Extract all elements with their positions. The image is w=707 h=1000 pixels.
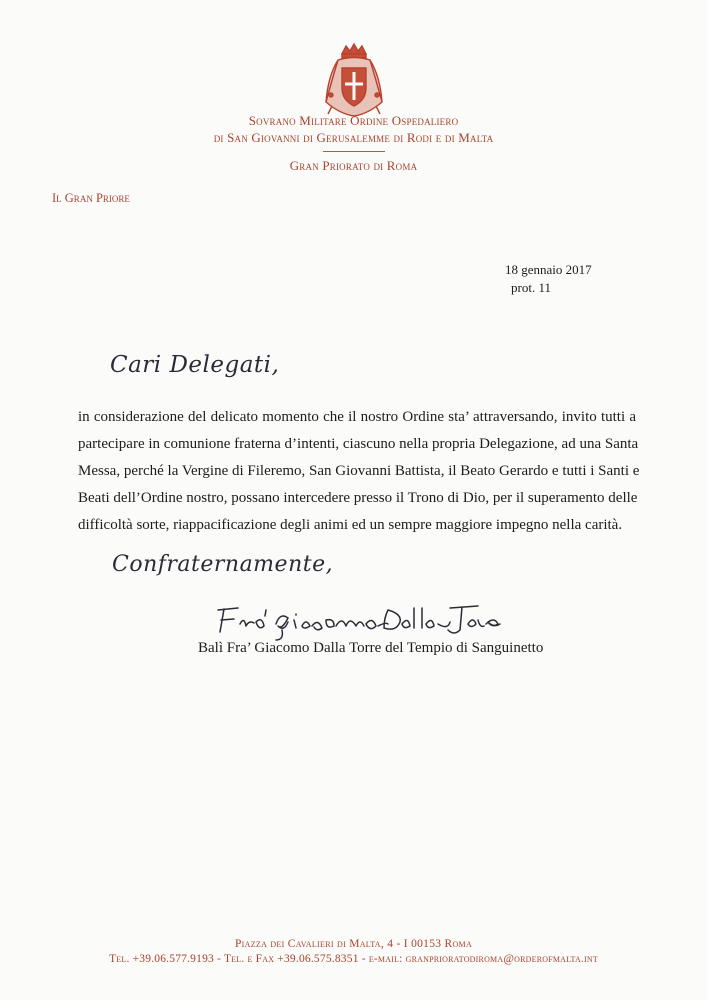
letterhead-priory-name: Gran Priorato di Roma (289, 158, 418, 173)
order-of-malta-crest (316, 40, 392, 120)
footer-address: Piazza dei Cavalieri di Malta, 4 - I 00153 Roma (234, 938, 473, 950)
handwritten-signature (212, 602, 512, 644)
body-line: in considerazione del delicato momento che il nostro Ordine sta’ attraversando, invito tutti a (78, 409, 636, 425)
signer-name: Balì Fra’ Giacomo Dalla Torre del Tempio di Sanguinetto (198, 640, 544, 656)
handwritten-salutation: Cari Delegati, (110, 352, 280, 378)
letterhead-order-name: Sovrano Militare Ordine Ospedaliero (248, 113, 459, 128)
body-line: partecipare in comunione fraterna d’intenti, ciascuno nella propria Delegazione, ad una Santa (78, 436, 639, 452)
body-line: Messa, perché la Vergine di Fileremo, San Giovanni Battista, il Beato Gerardo e tutti i Santi e (78, 463, 640, 479)
sender-office: Il Gran Priore (52, 191, 130, 205)
protocol-number: prot. 11 (511, 280, 551, 295)
footer-contacts: Tel. +39.06.577.9193 - Tel. e Fax +39.06.575.8351 - e-mail: granprioratodiroma@orderofmalta.int (109, 953, 598, 965)
letterhead-divider (323, 151, 385, 152)
body-line: difficoltà sorte, riappacificazione degli animi ed un sempre maggiore impegno nella carità. (78, 517, 623, 533)
letter-body (78, 404, 640, 539)
letter-date: 18 gennaio 2017 (505, 262, 592, 277)
letterhead-order-subtitle: di San Giovanni di Gerusalemme di Rodi e di Malta (213, 130, 494, 145)
body-line: Beati dell’Ordine nostro, possano intercedere presso il Trono di Dio, per il superamento delle (78, 490, 638, 506)
handwritten-closing: Confraternamente, (112, 552, 334, 577)
